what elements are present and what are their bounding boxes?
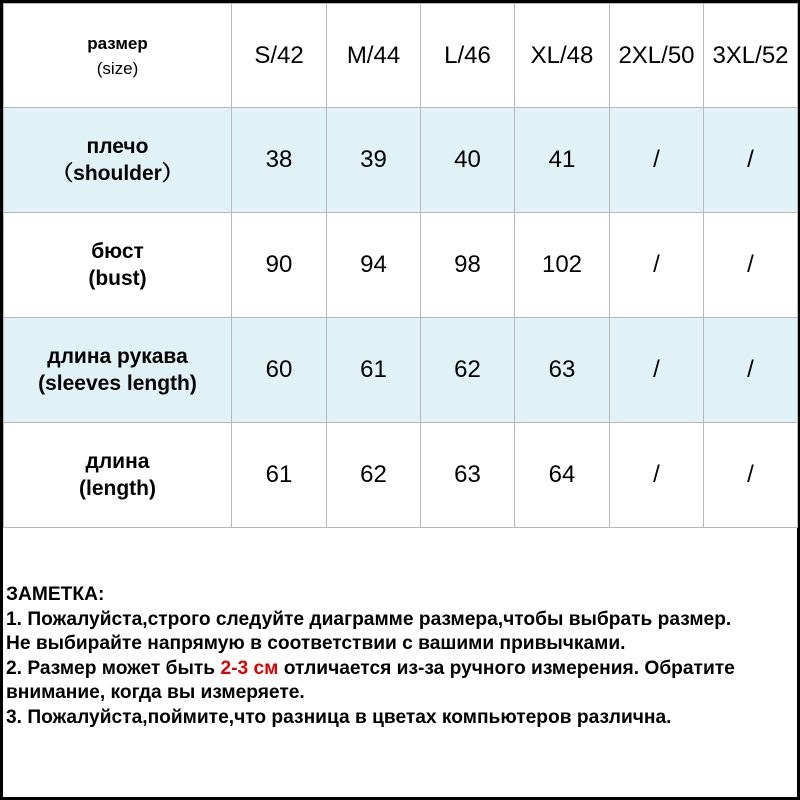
notes-line: 1. Пожалуйста,строго следуйте диаграмме размера,чтобы выбрать размер. — [6, 608, 732, 630]
size-chart-table — [3, 3, 798, 528]
notes-line: 3. Пожалуйста,поймите,что разница в цветах компьютеров различна. — [6, 706, 672, 728]
table-cell: 61 — [327, 318, 421, 423]
size-label-ru: размер — [87, 33, 148, 53]
table-cell: 90 — [232, 213, 327, 318]
table-cell: 102 — [515, 213, 610, 318]
table-cell: 40 — [421, 108, 515, 213]
notes-line: Не выбирайте напрямую в соответствии с вашими привычками. — [6, 633, 626, 654]
size-header: S/42 — [232, 4, 327, 108]
table-cell: / — [610, 108, 704, 213]
row-label-cell — [4, 213, 232, 318]
table-cell: / — [610, 318, 704, 423]
row-label-en: (sleeves length) — [38, 372, 197, 395]
table-cell: 39 — [327, 108, 421, 213]
table-row — [4, 423, 798, 528]
row-label-ru: длина рукава — [47, 345, 188, 368]
table-cell: 64 — [515, 423, 610, 528]
notes-section — [6, 583, 796, 730]
row-label-en: (bust) — [88, 267, 147, 290]
row-label-en: (length) — [79, 477, 156, 500]
table-cell: 61 — [232, 423, 327, 528]
size-header: 2XL/50 — [610, 4, 704, 108]
table-cell: 60 — [232, 318, 327, 423]
table-cell: 41 — [515, 108, 610, 213]
table-cell: / — [610, 423, 704, 528]
notes-title: ЗАМЕТКА: — [6, 584, 105, 605]
size-label-en: (size) — [96, 58, 139, 78]
table-row — [4, 108, 798, 213]
table-row — [4, 318, 798, 423]
size-header: L/46 — [421, 4, 515, 108]
notes-text: 2. Размер может быть — [6, 657, 221, 679]
table-cell: 63 — [421, 423, 515, 528]
table-cell: 94 — [327, 213, 421, 318]
table-row — [4, 213, 798, 318]
size-header: M/44 — [327, 4, 421, 108]
row-label-cell — [4, 108, 232, 213]
table-cell: 38 — [232, 108, 327, 213]
table-cell: / — [610, 213, 704, 318]
size-header: XL/48 — [515, 4, 610, 108]
notes-line — [6, 657, 796, 682]
table-cell: 98 — [421, 213, 515, 318]
row-label-en: （shoulder） — [52, 162, 183, 185]
row-label-ru: бюст — [91, 240, 144, 263]
size-header: 3XL/52 — [704, 4, 798, 108]
notes-line: внимание, когда вы измеряете. — [6, 682, 305, 703]
table-cell: / — [704, 213, 798, 318]
table-cell: / — [704, 318, 798, 423]
highlight-text: 2-3 см — [220, 657, 279, 679]
table-cell: / — [704, 108, 798, 213]
table-cell: 62 — [421, 318, 515, 423]
row-label-cell — [4, 423, 232, 528]
table-cell: 63 — [515, 318, 610, 423]
notes-text: отличается из-за ручного измерения. Обратите — [278, 657, 735, 679]
row-label-ru: плечо — [86, 135, 149, 158]
row-label-ru: длина — [85, 450, 150, 473]
header-row — [4, 4, 798, 108]
table-cell: 62 — [327, 423, 421, 528]
size-label-cell — [4, 4, 232, 108]
row-label-cell — [4, 318, 232, 423]
table-cell: / — [704, 423, 798, 528]
